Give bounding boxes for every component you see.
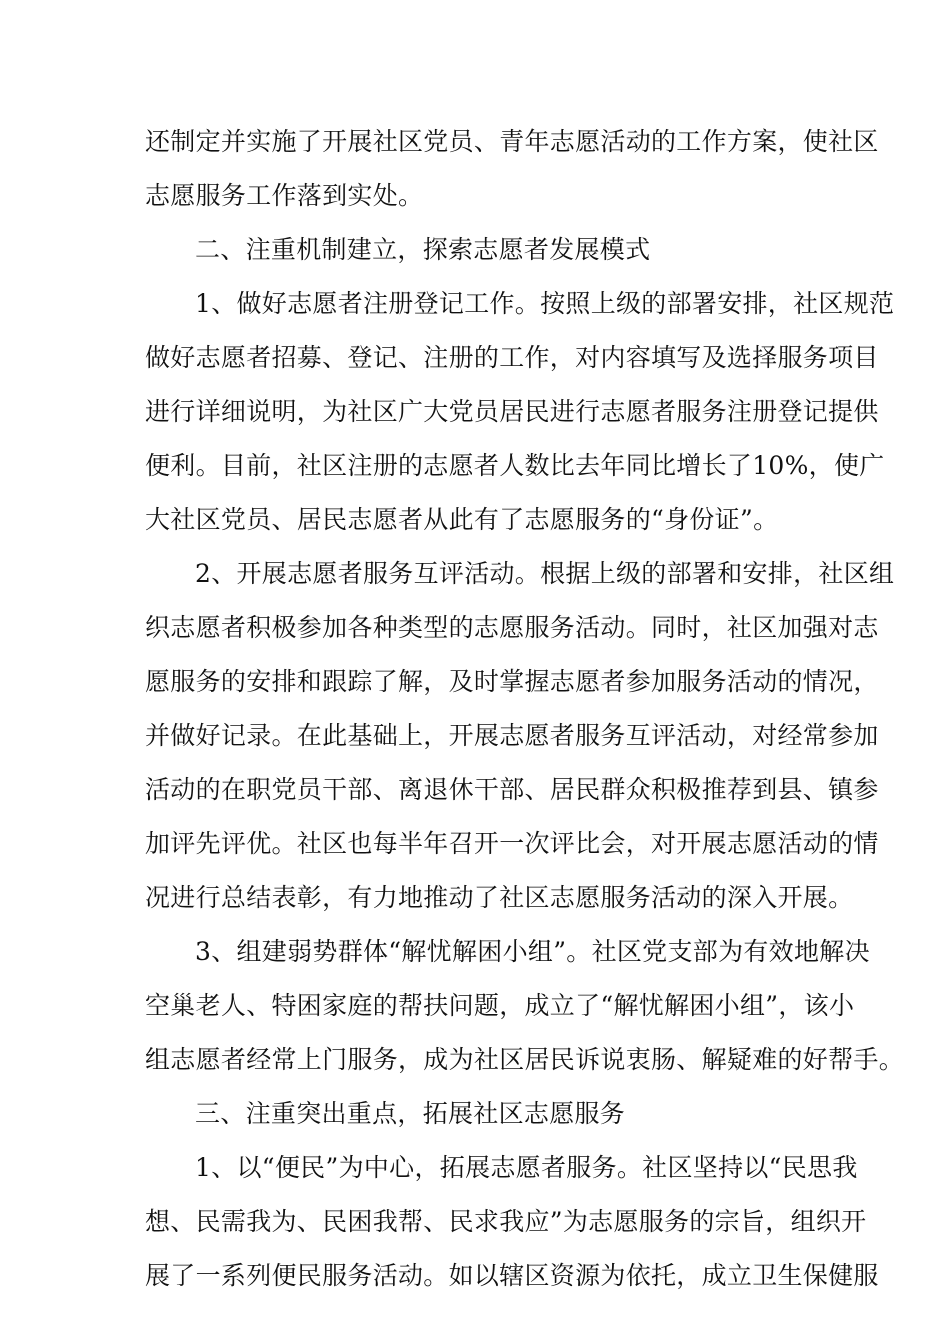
text-line: 进行详细说明，为社区广大党员居民进行志愿者服务注册登记提供 (145, 397, 879, 426)
text-line: 想、民需我为、民困我帮、民求我应”为志愿服务的宗旨，组织开 (145, 1207, 867, 1236)
text-line: 空巢老人、特困家庭的帮扶问题，成立了“解忧解困小组”，该小 (145, 991, 855, 1020)
text-line: 况进行总结表彰，有力地推动了社区志愿服务活动的深入开展。 (145, 883, 854, 912)
text-line: 1、以“便民”为中心，拓展志愿者服务。社区坚持以“民思我 (195, 1153, 858, 1182)
text-line: 展了一系列便民服务活动。如以辖区资源为依托，成立卫生保健服 (145, 1261, 879, 1290)
text-line: 织志愿者积极参加各种类型的志愿服务活动。同时，社区加强对志 (145, 613, 879, 642)
text-line: 3、组建弱势群体“解忧解困小组”。社区党支部为有效地解决 (195, 937, 870, 966)
text-line: 便利。目前，社区注册的志愿者人数比去年同比增长了10%，使广 (145, 451, 885, 480)
text-line: 志愿服务工作落到实处。 (145, 181, 424, 210)
text-line: 并做好记录。在此基础上，开展志愿者服务互评活动，对经常参加 (145, 721, 879, 750)
text-line: 做好志愿者招募、登记、注册的工作，对内容填写及选择服务项目 (145, 343, 879, 372)
text-line: 活动的在职党员干部、离退休干部、居民群众积极推荐到县、镇参 (145, 775, 879, 804)
text-line: 2、开展志愿者服务互评活动。根据上级的部署和安排，社区组 (195, 559, 895, 588)
section-heading: 二、注重机制建立，探索志愿者发展模式 (195, 235, 651, 264)
text-line: 组志愿者经常上门服务，成为社区居民诉说衷肠、解疑难的好帮手。 (145, 1045, 905, 1074)
section-heading: 三、注重突出重点，拓展社区志愿服务 (195, 1099, 626, 1128)
text-line: 1、做好志愿者注册登记工作。按照上级的部署安排，社区规范 (195, 289, 895, 318)
text-line: 加评先评优。社区也每半年召开一次评比会，对开展志愿活动的情 (145, 829, 879, 858)
text-line: 愿服务的安排和跟踪了解，及时掌握志愿者参加服务活动的情况， (145, 667, 879, 696)
text-line: 还制定并实施了开展社区党员、青年志愿活动的工作方案，使社区 (145, 127, 879, 156)
text-line: 大社区党员、居民志愿者从此有了志愿服务的“身份证”。 (145, 505, 779, 534)
